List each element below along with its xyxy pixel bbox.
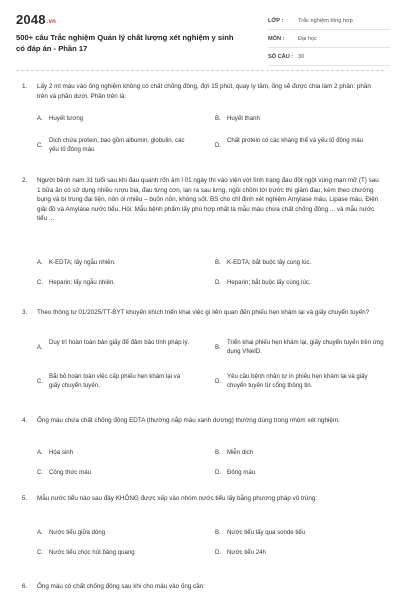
option-key: C.	[37, 279, 44, 286]
question-text: Mẫu nước tiểu nào sau đây KHÔNG được xếp vào nhóm nước tiểu lấy bằng phương pháp vô trùng:	[37, 495, 318, 502]
question-4	[22, 416, 380, 478]
question-1	[22, 82, 380, 162]
option-key: D.	[215, 279, 222, 286]
option-c[interactable]	[37, 468, 209, 477]
meta-row-class	[268, 12, 390, 30]
option-a[interactable]	[37, 338, 209, 351]
option-text: Duy trì hoàn toàn bản giấy để đảm bảo tính pháp lý.	[49, 339, 190, 346]
option-text: Huyết tương	[49, 115, 84, 122]
option-a[interactable]	[37, 114, 209, 123]
question-text: Ống máu chứa chất chống đông EDTA (thường nắp màu xanh dương) thường dùng trong nhóm xét nghiệm:	[37, 417, 340, 424]
question-number: 1.	[22, 83, 28, 90]
meta-key: MÔN :	[268, 35, 285, 42]
question-number: 5.	[22, 495, 28, 502]
option-key: C.	[37, 549, 44, 556]
option-text: Huyết thanh	[227, 115, 260, 122]
option-key: B.	[215, 259, 221, 266]
option-b[interactable]	[215, 448, 387, 457]
question-2	[22, 176, 380, 296]
option-text: Triển khai phiếu hẹn khám lại, giấy chuyển tuyến trên ứng dụng VNeID.	[227, 339, 384, 355]
header-divider	[16, 70, 384, 71]
option-key: B.	[215, 449, 221, 456]
option-key: D.	[215, 549, 222, 556]
question-text: Ống máu có chất chống đông sau khi cho máu vào ống cần:	[37, 583, 206, 590]
question-text: Người bệnh nam 31 tuổi sau khi đau quanh rốn âm ỉ 01 ngày thì vào viện với tình trạng đau đột ngột vùng mạn mỡ (T) sau 1 bữa ăn có sử dụng nhiều rượu bia, đau từng cơn, lan ra sau lưng, ngồi chồm tới trước thì giảm đau, kèm theo chướng bụng và bí trung đại tiện, nôn ói nhiều – buồn nôn, không sốt. BS cho chỉ định xét nghiệm Amylase máu, Lipase máu, Điện giải đồ và Amylase nước tiểu. Hỏi: Mẫu bệnh phẩm lấy phù hợp nhất là mẫu máu chứa chất chống đông ... và mẫu nước tiểu ...	[37, 177, 379, 223]
option-c[interactable]	[37, 136, 209, 154]
question-number: 4.	[22, 417, 28, 424]
option-b[interactable]	[215, 114, 387, 123]
option-text: Đông máu	[227, 469, 256, 476]
option-text: Nước tiểu 24h	[227, 549, 266, 556]
option-c[interactable]	[37, 372, 209, 390]
option-c[interactable]	[37, 548, 209, 557]
option-d[interactable]	[215, 548, 387, 557]
option-text: Nước tiểu giữa dòng	[49, 529, 106, 536]
option-text: Nước tiểu chọc hút bàng quang	[49, 549, 135, 556]
option-key: D.	[215, 142, 222, 149]
option-text: Heparin; lấy ngẫu nhiên.	[49, 279, 116, 286]
option-b[interactable]	[215, 258, 387, 267]
option-a[interactable]	[37, 258, 209, 267]
option-text: Công thức máu	[49, 469, 92, 476]
option-key: B.	[215, 344, 221, 351]
option-text: Dịch chứa protein, bao gồm albumin, globulin, các yếu tố đông máu	[49, 137, 185, 153]
option-key: C.	[37, 469, 44, 476]
question-3	[22, 308, 384, 403]
option-key: B.	[215, 529, 221, 536]
question-5	[22, 494, 380, 566]
option-key: D.	[215, 378, 222, 385]
site-logo[interactable]	[16, 12, 56, 27]
question-number: 6.	[22, 583, 28, 590]
option-key: A.	[37, 115, 43, 122]
meta-key: SỐ CÂU :	[268, 53, 294, 60]
page-header	[16, 12, 388, 64]
option-key: C.	[37, 378, 44, 385]
option-d[interactable]	[215, 468, 387, 477]
option-key: B.	[215, 115, 221, 122]
logo-suffix: .vn	[46, 19, 57, 25]
meta-value: Trắc nghiệm tổng hợp	[298, 17, 353, 24]
option-text: Miễn dịch	[227, 449, 254, 456]
option-text: Heparin; bắt buộc lấy cùng lúc.	[227, 279, 311, 286]
option-text: Yêu cầu bệnh nhân tự in phiếu hẹn khám lại và giấy chuyển tuyến từ cổng thông tin.	[227, 373, 368, 389]
option-c[interactable]	[37, 278, 209, 287]
option-text: Bãi bỏ hoàn toàn việc cấp phiếu hẹn khám lại và giấy chuyển tuyến.	[49, 373, 181, 389]
option-text: Chất protein có các kháng thể và yếu tố đông máu	[227, 137, 364, 144]
meta-value: Đại học	[298, 35, 317, 42]
option-key: D.	[215, 469, 222, 476]
option-key: A.	[37, 529, 43, 536]
option-key: A.	[37, 344, 43, 351]
option-b[interactable]	[215, 528, 387, 537]
meta-info	[268, 12, 390, 66]
meta-row-subject	[268, 30, 390, 48]
option-text: K-EDTA; bắt buộc lấy cùng lúc.	[227, 259, 312, 266]
meta-value: 30	[298, 53, 305, 60]
option-b[interactable]	[215, 338, 387, 356]
question-text: Lấy 2 ml máu vào ống nghiệm không có chất chống đông, đợi 15 phút, quay ly tâm, ống sẽ được chia làm 2 phần: phần trên và phần dưới. Phần trên là:	[37, 83, 371, 100]
option-d[interactable]	[215, 136, 387, 149]
meta-key: LỚP :	[268, 17, 284, 24]
option-d[interactable]	[215, 372, 387, 390]
question-number: 3.	[22, 309, 28, 316]
option-a[interactable]	[37, 528, 209, 537]
meta-row-count	[268, 48, 390, 66]
option-key: A.	[37, 449, 43, 456]
option-text: Hóa sinh	[49, 449, 74, 456]
option-key: A.	[37, 259, 43, 266]
question-6	[22, 582, 380, 594]
page-title: 500+ câu Trắc nghiệm Quản lý chất lượng xét nghiệm y sinh có đáp án - Phần 17	[16, 33, 234, 53]
logo-text: 2048	[16, 12, 46, 27]
option-text: Nước tiểu lấy qua sonde tiểu	[227, 529, 306, 536]
option-a[interactable]	[37, 448, 209, 457]
option-text: K-EDTA; lấy ngẫu nhiên.	[49, 259, 116, 266]
option-key: C.	[37, 142, 44, 149]
option-d[interactable]	[215, 278, 387, 287]
question-number: 2.	[22, 177, 28, 184]
question-text: Theo thông tư 01/2025/TT-BYT khuyến khích triển khai việc gì liên quan đến phiếu hẹn khám lại và giấy chuyển tuyến?	[37, 309, 370, 316]
